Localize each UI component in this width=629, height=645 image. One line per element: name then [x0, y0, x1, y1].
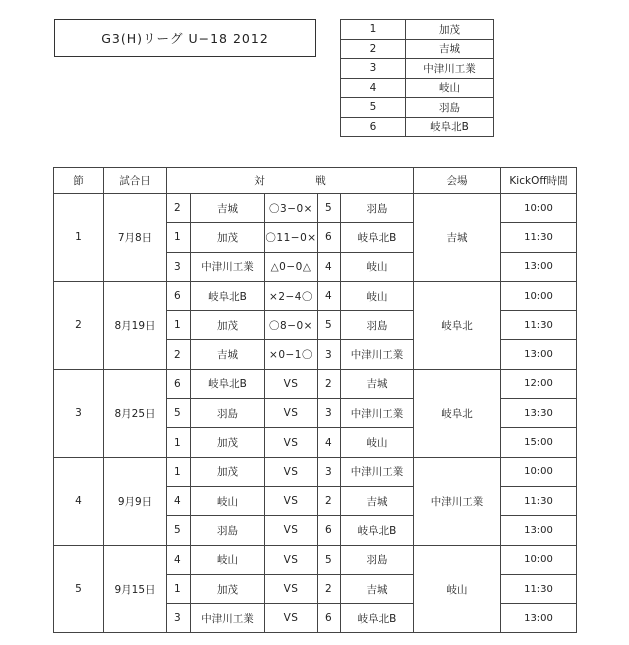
legend-row	[341, 20, 494, 40]
away-team-name: 岐阜北B	[341, 516, 414, 545]
round-date: 9月9日	[104, 457, 167, 545]
team-number: 3	[341, 59, 406, 79]
kickoff-time: 13:00	[501, 340, 577, 369]
round-section: 4	[54, 457, 104, 545]
home-team-name: 吉城	[191, 194, 265, 223]
away-team-number: 3	[318, 399, 341, 428]
legend-row	[341, 59, 494, 79]
away-team-name: 羽島	[341, 545, 414, 574]
team-name: 吉城	[406, 39, 494, 59]
away-team-name: 吉城	[341, 486, 414, 515]
away-team-number: 3	[318, 457, 341, 486]
match-row	[54, 281, 577, 310]
team-number: 4	[341, 78, 406, 98]
home-team-name: 加茂	[191, 574, 265, 603]
team-number: 6	[341, 117, 406, 137]
match-score: VS	[265, 457, 318, 486]
away-team-number: 2	[318, 486, 341, 515]
away-team-number: 6	[318, 516, 341, 545]
home-team-name: 岐阜北B	[191, 369, 265, 398]
away-team-name: 岐阜北B	[341, 223, 414, 252]
match-row	[54, 457, 577, 486]
legend-row	[341, 39, 494, 59]
away-team-number: 4	[318, 428, 341, 457]
round-venue: 中津川工業	[414, 457, 501, 545]
away-team-number: 5	[318, 545, 341, 574]
kickoff-time: 15:00	[501, 428, 577, 457]
kickoff-time: 13:00	[501, 252, 577, 281]
kickoff-time: 13:30	[501, 399, 577, 428]
away-team-name: 岐山	[341, 281, 414, 310]
kickoff-time: 11:30	[501, 223, 577, 252]
team-name: 岐阜北B	[406, 117, 494, 137]
home-team-number: 1	[167, 223, 191, 252]
away-team-number: 4	[318, 252, 341, 281]
match-score: 〇3−0×	[265, 194, 318, 223]
home-team-number: 1	[167, 311, 191, 340]
document-title: G3(H)リーグ U−18 2012	[54, 19, 316, 57]
header-date: 試合日	[104, 168, 167, 194]
kickoff-time: 10:00	[501, 545, 577, 574]
home-team-number: 5	[167, 399, 191, 428]
home-team-number: 6	[167, 369, 191, 398]
kickoff-time: 11:30	[501, 311, 577, 340]
home-team-number: 1	[167, 457, 191, 486]
header-row	[54, 168, 577, 194]
home-team-number: 3	[167, 252, 191, 281]
legend-row	[341, 78, 494, 98]
team-name: 加茂	[406, 20, 494, 40]
home-team-name: 中津川工業	[191, 604, 265, 633]
match-row	[54, 369, 577, 398]
away-team-name: 岐山	[341, 252, 414, 281]
round-date: 7月8日	[104, 194, 167, 282]
home-team-number: 4	[167, 545, 191, 574]
legend-row	[341, 117, 494, 137]
match-row	[54, 194, 577, 223]
kickoff-time: 13:00	[501, 604, 577, 633]
team-number: 5	[341, 98, 406, 118]
match-score: VS	[265, 574, 318, 603]
away-team-name: 岐山	[341, 428, 414, 457]
home-team-name: 加茂	[191, 457, 265, 486]
round-venue: 吉城	[414, 194, 501, 282]
round-section: 2	[54, 281, 104, 369]
home-team-number: 6	[167, 281, 191, 310]
match-score: VS	[265, 399, 318, 428]
kickoff-time: 13:00	[501, 516, 577, 545]
match-score: △0−0△	[265, 252, 318, 281]
kickoff-time: 10:00	[501, 457, 577, 486]
round-section: 1	[54, 194, 104, 282]
away-team-name: 羽島	[341, 311, 414, 340]
team-legend-table	[340, 19, 494, 137]
home-team-name: 羽島	[191, 516, 265, 545]
match-score: 〇8−0×	[265, 311, 318, 340]
away-team-number: 2	[318, 369, 341, 398]
team-number: 2	[341, 39, 406, 59]
match-score: VS	[265, 486, 318, 515]
round-venue: 岐阜北	[414, 369, 501, 457]
home-team-name: 岐山	[191, 486, 265, 515]
kickoff-time: 12:00	[501, 369, 577, 398]
round-date: 8月19日	[104, 281, 167, 369]
match-row	[54, 545, 577, 574]
away-team-name: 中津川工業	[341, 340, 414, 369]
match-score: VS	[265, 604, 318, 633]
home-team-name: 加茂	[191, 428, 265, 457]
kickoff-time: 11:30	[501, 486, 577, 515]
round-venue: 岐阜北	[414, 281, 501, 369]
away-team-name: 吉城	[341, 574, 414, 603]
home-team-number: 1	[167, 428, 191, 457]
away-team-name: 中津川工業	[341, 399, 414, 428]
round-date: 8月25日	[104, 369, 167, 457]
header-match: 対 戦	[167, 168, 414, 194]
away-team-number: 5	[318, 311, 341, 340]
home-team-number: 1	[167, 574, 191, 603]
kickoff-time: 10:00	[501, 194, 577, 223]
match-score: 〇11−0×	[265, 223, 318, 252]
home-team-number: 4	[167, 486, 191, 515]
away-team-number: 4	[318, 281, 341, 310]
kickoff-time: 11:30	[501, 574, 577, 603]
home-team-number: 2	[167, 194, 191, 223]
home-team-name: 岐山	[191, 545, 265, 574]
header-section: 節	[54, 168, 104, 194]
round-venue: 岐山	[414, 545, 501, 633]
round-section: 5	[54, 545, 104, 633]
legend-row	[341, 98, 494, 118]
team-name: 中津川工業	[406, 59, 494, 79]
home-team-name: 吉城	[191, 340, 265, 369]
match-score: ×0−1〇	[265, 340, 318, 369]
away-team-name: 吉城	[341, 369, 414, 398]
header-venue: 会場	[414, 168, 501, 194]
team-name: 岐山	[406, 78, 494, 98]
header-kickoff: KickOff時間	[501, 168, 577, 194]
away-team-number: 6	[318, 604, 341, 633]
match-score: ×2−4〇	[265, 281, 318, 310]
away-team-name: 岐阜北B	[341, 604, 414, 633]
away-team-number: 5	[318, 194, 341, 223]
home-team-number: 2	[167, 340, 191, 369]
home-team-name: 岐阜北B	[191, 281, 265, 310]
home-team-name: 加茂	[191, 311, 265, 340]
away-team-number: 6	[318, 223, 341, 252]
match-score: VS	[265, 428, 318, 457]
team-name: 羽島	[406, 98, 494, 118]
team-number: 1	[341, 20, 406, 40]
schedule-table	[53, 167, 577, 633]
round-section: 3	[54, 369, 104, 457]
match-score: VS	[265, 516, 318, 545]
round-date: 9月15日	[104, 545, 167, 633]
home-team-number: 5	[167, 516, 191, 545]
away-team-number: 2	[318, 574, 341, 603]
away-team-name: 中津川工業	[341, 457, 414, 486]
kickoff-time: 10:00	[501, 281, 577, 310]
home-team-name: 加茂	[191, 223, 265, 252]
away-team-number: 3	[318, 340, 341, 369]
away-team-name: 羽島	[341, 194, 414, 223]
home-team-name: 中津川工業	[191, 252, 265, 281]
home-team-number: 3	[167, 604, 191, 633]
match-score: VS	[265, 545, 318, 574]
match-score: VS	[265, 369, 318, 398]
home-team-name: 羽島	[191, 399, 265, 428]
